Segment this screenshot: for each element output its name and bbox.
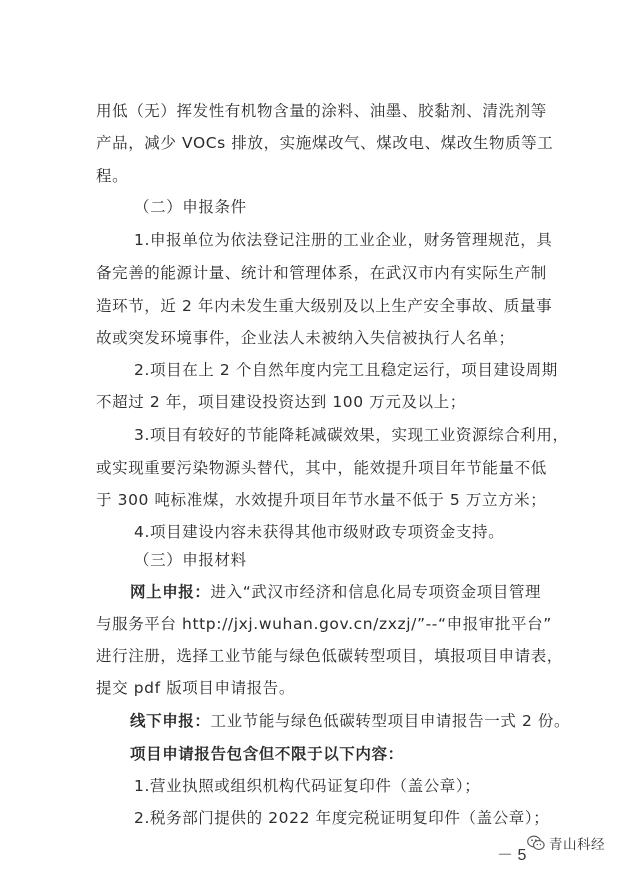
- text-line: [134, 807, 549, 829]
- text-run: （二）申报条件: [134, 198, 247, 216]
- text-line: [96, 489, 546, 511]
- text-run: 工业节能与绿色低碳转型项目申请报告一式 2 份。: [210, 712, 571, 730]
- text-line: [134, 229, 553, 251]
- text-run: （三）申报材料: [134, 551, 247, 569]
- text-line: [96, 677, 295, 699]
- text-line: [96, 295, 552, 317]
- text-run: 1.申报单位为依法登记注册的工业企业，财务管理规范，具: [134, 231, 553, 249]
- text-run: 备完善的能源计量、统计和管理体系，在武汉市内有实际生产制: [96, 264, 547, 282]
- bold-text-run: 线下申报：: [130, 712, 211, 730]
- bold-text-run: 网上申报：: [130, 583, 211, 601]
- text-line: [134, 521, 504, 543]
- text-line: [134, 424, 569, 446]
- text-run: 1.营业执照或组织机构代码证复印件（盖公章）；: [134, 777, 481, 795]
- text-line: [96, 391, 466, 413]
- text-run: 2.税务部门提供的 2022 年度完税证明复印件（盖公章）；: [134, 809, 550, 827]
- text-run: 造环节，近 2 年内未发生重大级别及以上生产安全事故、质量事: [96, 297, 553, 315]
- text-run: 于 300 吨标准煤，水效提升项目年节水量不低于 5 万立方米；: [96, 491, 547, 509]
- text-line: [96, 613, 552, 635]
- page-number: － 5: [497, 847, 527, 864]
- text-line: [130, 710, 570, 732]
- text-run: 或实现重要污染物源头替代，其中，能效提升项目年节能量不低: [96, 459, 547, 477]
- text-line: [96, 262, 547, 284]
- text-run: 产品，减少 VOCs 排放，实施煤改气、煤改电、煤改生物质等工: [96, 134, 554, 152]
- watermark: [527, 831, 605, 855]
- text-line: [134, 775, 480, 797]
- text-run: 3.项目有较好的节能降耗减碳效果，实现工业资源综合利用，: [134, 426, 569, 444]
- text-line: [96, 132, 553, 154]
- text-line: [134, 196, 247, 218]
- text-run: 4.项目建设内容未获得其他市级财政专项资金支持。: [134, 523, 505, 541]
- text-line: [134, 359, 558, 381]
- text-line: [96, 165, 128, 187]
- watermark-text: 青山科经: [549, 837, 605, 853]
- text-line: [96, 327, 515, 349]
- text-line: [134, 549, 247, 571]
- text-line: [130, 743, 404, 765]
- text-run: 2.项目在上 2 个自然年度内完工且稳定运行，项目建设周期: [134, 361, 558, 379]
- text-run: 不超过 2 年，项目建设投资达到 100 万元及以上；: [96, 393, 466, 411]
- text-line: [130, 581, 541, 603]
- bold-text-run: 项目申请报告包含但不限于以下内容：: [130, 745, 404, 763]
- text-run: 进入“武汉市经济和信息化局专项资金项目管理: [210, 583, 542, 601]
- text-line: [96, 457, 547, 479]
- text-run: 进行注册，选择工业节能与绿色低碳转型项目，填报项目申请表，: [96, 647, 563, 665]
- text-line: [96, 645, 563, 667]
- text-run: 程。: [96, 167, 129, 185]
- text-run: 用低（无）挥发性有机物含量的涂料、油墨、胶黏剂、清洗剂等: [96, 102, 547, 120]
- text-run: 故或突发环境事件，企业法人未被纳入失信被执行人名单；: [96, 329, 515, 347]
- text-line: [96, 100, 547, 122]
- text-run: 提交 pdf 版项目申请报告。: [96, 679, 295, 697]
- text-run: 与服务平台 http://jxj.wuhan.gov.cn/zxzj/”--“申报审批平台”: [96, 615, 552, 633]
- wechat-icon: [527, 835, 545, 851]
